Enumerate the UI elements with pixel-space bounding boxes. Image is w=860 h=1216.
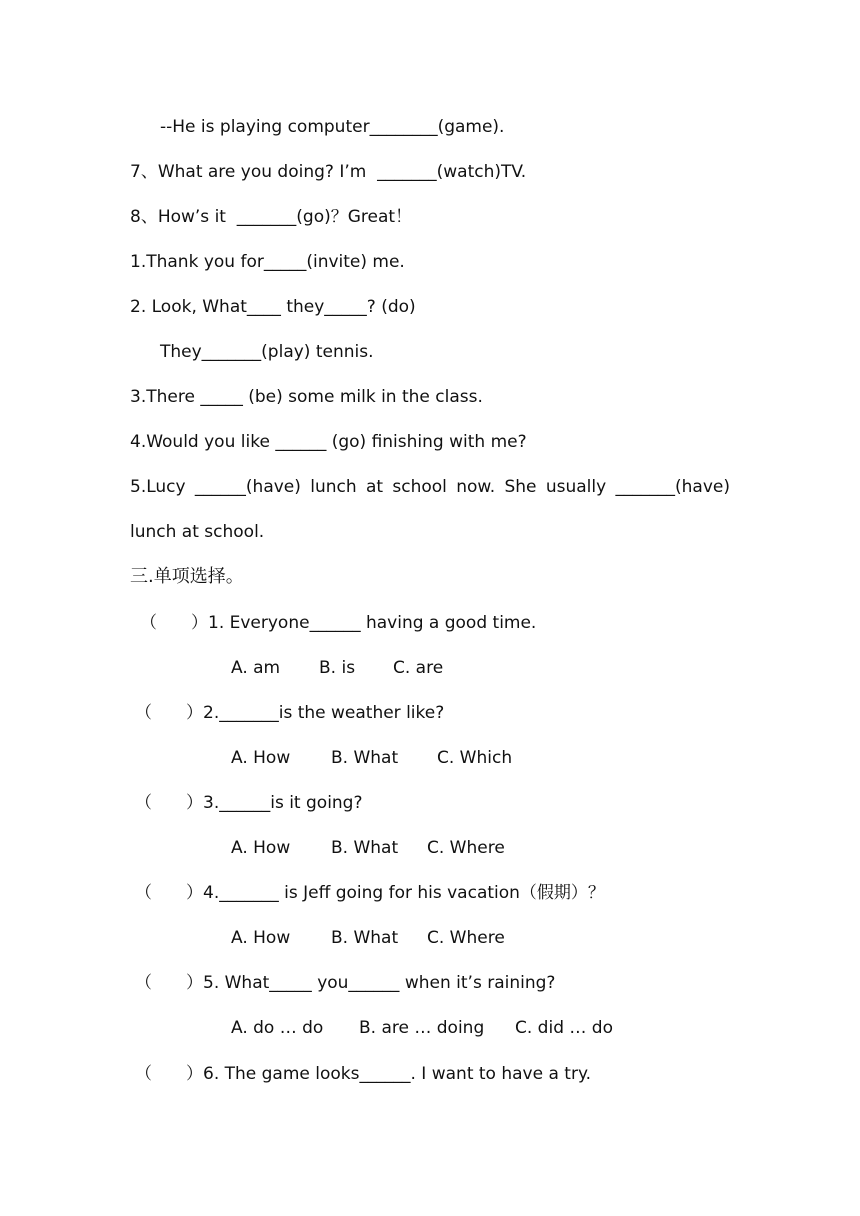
question-3: 3.There _____ (be) some milk in the class. — [130, 387, 483, 407]
option-b: B. What — [331, 838, 399, 858]
mc-question-2: （ ）2._______is the weather like? — [135, 703, 445, 723]
question-8: 8、How’s it _______(go)？Great！ — [130, 207, 413, 227]
option-b: B. What — [331, 748, 399, 768]
option-a: A. How — [231, 748, 291, 768]
question-4: 4.Would you like ______ (go) finishing with me? — [130, 432, 527, 452]
option-a: A. do … do — [231, 1018, 324, 1038]
word: at — [365, 477, 384, 497]
word: usually — [545, 477, 607, 497]
option-a: A. am — [231, 658, 281, 678]
question-5 — [130, 476, 730, 498]
option-c: C. Where — [427, 928, 505, 948]
word: She — [504, 477, 537, 497]
word: ______(have) — [194, 477, 301, 497]
option-b: B. is — [319, 658, 356, 678]
word: lunch — [310, 477, 357, 497]
mc-question-5: （ ）5. What_____ you______ when it’s raining? — [135, 973, 556, 993]
section-heading: 三.单项选择。 — [130, 566, 244, 587]
question-7: 7、What are you doing? I’m _______(watch)TV. — [130, 162, 527, 182]
option-c: C. Which — [437, 748, 513, 768]
word: school — [392, 477, 447, 497]
word: _______(have) — [615, 477, 730, 497]
mc-question-3: （ ）3.______is it going? — [135, 793, 363, 813]
option-c: C. are — [393, 658, 444, 678]
mc-question-1: （ ）1. Everyone______ having a good time. — [140, 613, 537, 633]
question-5-continued: lunch at school. — [130, 522, 265, 542]
word: now. — [456, 477, 496, 497]
option-b: B. are … doing — [359, 1018, 485, 1038]
option-c: C. Where — [427, 838, 505, 858]
option-a: A. How — [231, 838, 291, 858]
option-b: B. What — [331, 928, 399, 948]
word: 5.Lucy — [130, 477, 186, 497]
question-1: 1.Thank you for_____(invite) me. — [130, 252, 405, 272]
answer-line: --He is playing computer________(game). — [160, 117, 505, 137]
option-a: A. How — [231, 928, 291, 948]
question-2: 2. Look, What____ they_____? (do) — [130, 297, 416, 317]
answer-line: They_______(play) tennis. — [160, 342, 374, 362]
mc-question-6: （ ）6. The game looks______. I want to have a try. — [135, 1064, 591, 1084]
mc-question-4: （ ）4._______ is Jeff going for his vacation（假期）？ — [135, 883, 605, 903]
option-c: C. did … do — [515, 1018, 613, 1038]
